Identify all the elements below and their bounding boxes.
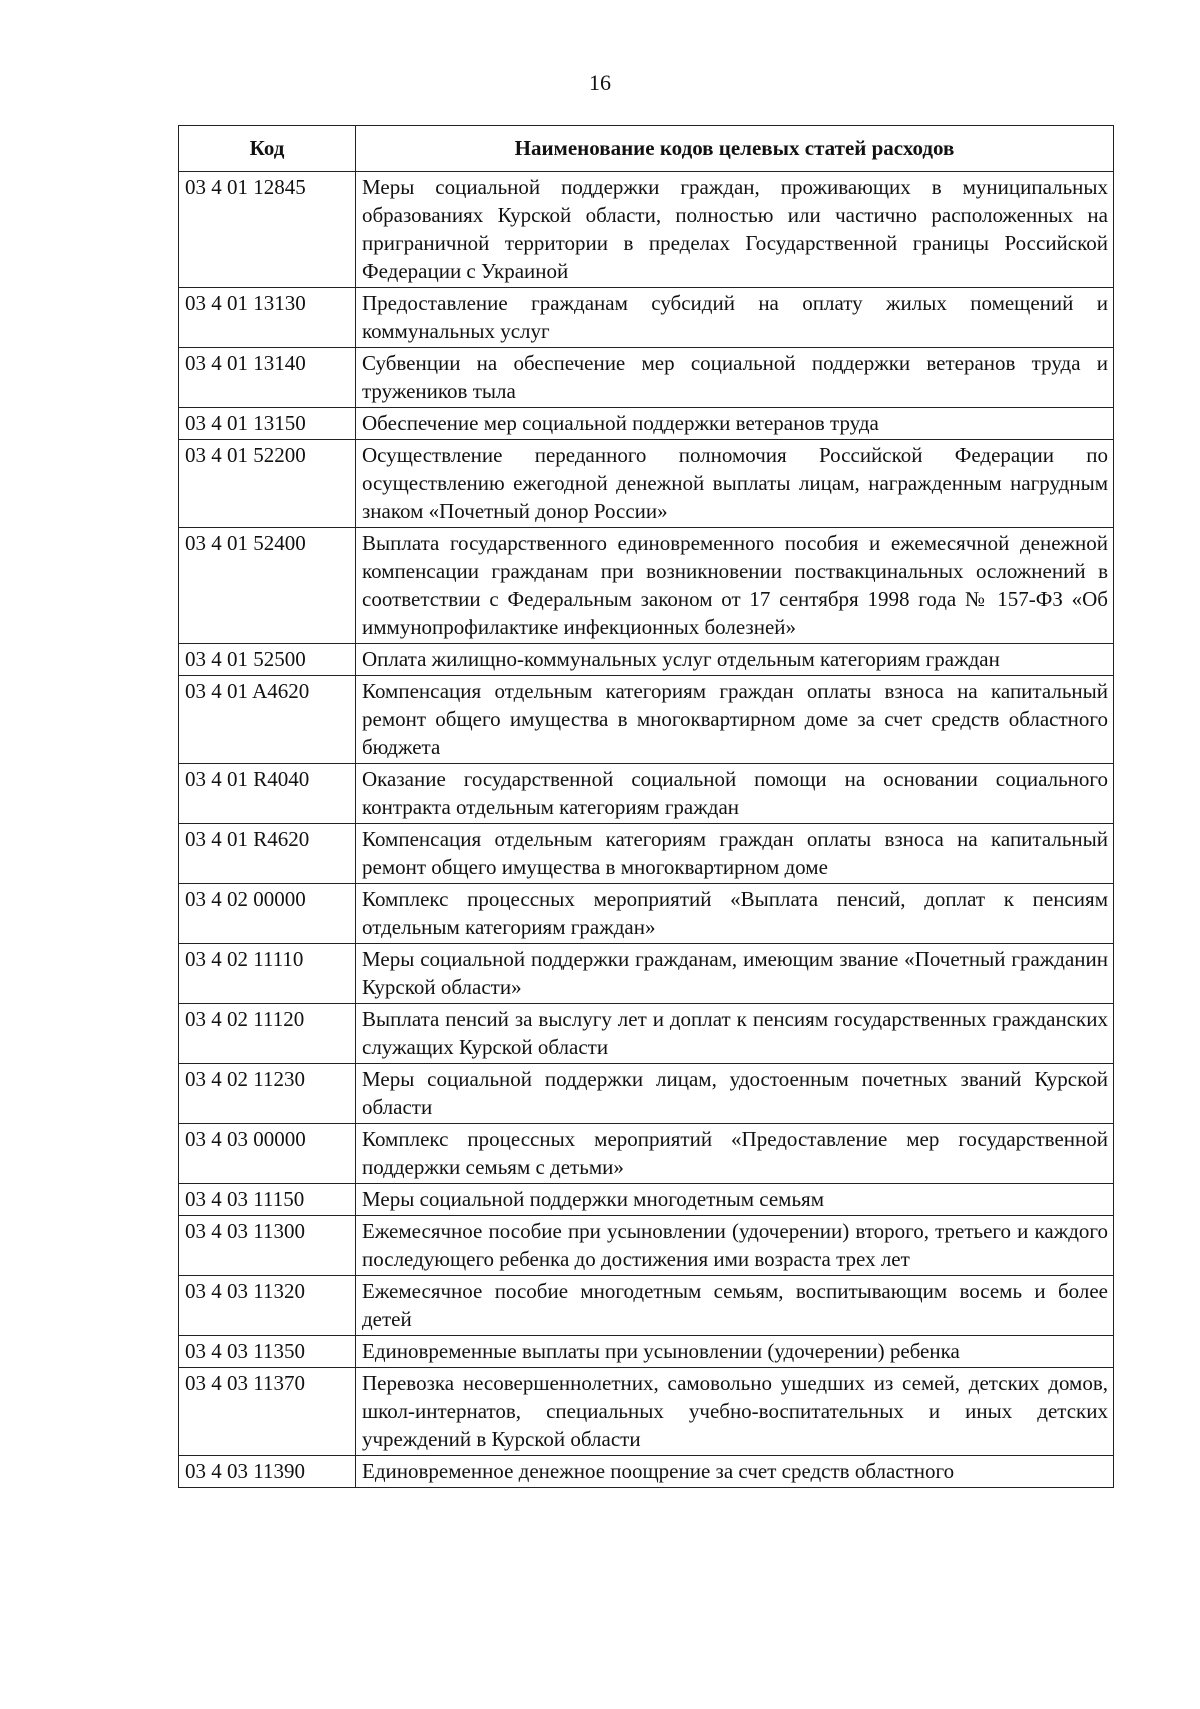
table-row bbox=[179, 408, 1114, 440]
row-name: Ежемесячное пособие при усыновлении (удочерении) второго, третьего и каждого последующего ребенка до достижения ими возраста трех лет bbox=[356, 1216, 1114, 1276]
row-code: 03 4 01 52200 bbox=[179, 440, 356, 528]
row-name: Осуществление переданного полномочия Российской Федерации по осуществлению ежегодной денежной выплаты лицам, награжденным нагрудным знаком «Почетный донор России» bbox=[356, 440, 1114, 528]
row-code: 03 4 01 52500 bbox=[179, 644, 356, 676]
table-row bbox=[179, 944, 1114, 1004]
row-name: Комплекс процессных мероприятий «Выплата пенсий, доплат к пенсиям отдельным категориям граждан» bbox=[356, 884, 1114, 944]
header-code: Код bbox=[179, 126, 356, 172]
row-name: Комплекс процессных мероприятий «Предоставление мер государственной поддержки семьям с детьми» bbox=[356, 1124, 1114, 1184]
row-name: Обеспечение мер социальной поддержки ветеранов труда bbox=[356, 408, 1114, 440]
row-code: 03 4 02 11110 bbox=[179, 944, 356, 1004]
row-code: 03 4 03 11320 bbox=[179, 1276, 356, 1336]
row-code: 03 4 03 11390 bbox=[179, 1456, 356, 1488]
row-code: 03 4 03 11350 bbox=[179, 1336, 356, 1368]
row-code: 03 4 01 13130 bbox=[179, 288, 356, 348]
row-name: Перевозка несовершеннолетних, самовольно ушедших из семей, детских домов, школ-интернатов, специальных учебно-воспитательных и иных детских учреждений в Курской области bbox=[356, 1368, 1114, 1456]
table-row bbox=[179, 1368, 1114, 1456]
row-code: 03 4 01 R4040 bbox=[179, 764, 356, 824]
row-code: 03 4 01 R4620 bbox=[179, 824, 356, 884]
table-row bbox=[179, 676, 1114, 764]
table-row bbox=[179, 288, 1114, 348]
row-name: Оказание государственной социальной помощи на основании социального контракта отдельным категориям граждан bbox=[356, 764, 1114, 824]
table-row bbox=[179, 1184, 1114, 1216]
table-row bbox=[179, 1004, 1114, 1064]
row-name: Меры социальной поддержки граждан, проживающих в муниципальных образованиях Курской области, полностью или частично расположенных на приграничной территории в пределах Государственной границы Российской Федерации с Украиной bbox=[356, 172, 1114, 288]
row-code: 03 4 01 12845 bbox=[179, 172, 356, 288]
row-code: 03 4 03 11370 bbox=[179, 1368, 356, 1456]
table-row bbox=[179, 440, 1114, 528]
row-code: 03 4 01 52400 bbox=[179, 528, 356, 644]
page-number: 16 bbox=[589, 70, 611, 95]
table-row bbox=[179, 1216, 1114, 1276]
expense-codes-table bbox=[178, 125, 1114, 1488]
row-code: 03 4 02 00000 bbox=[179, 884, 356, 944]
row-code: 03 4 03 00000 bbox=[179, 1124, 356, 1184]
table-row bbox=[179, 1276, 1114, 1336]
row-code: 03 4 01 13140 bbox=[179, 348, 356, 408]
table-row bbox=[179, 172, 1114, 288]
row-name: Компенсация отдельным категориям граждан оплаты взноса на капитальный ремонт общего имущества в многоквартирном доме за счет средств областного бюджета bbox=[356, 676, 1114, 764]
row-name: Предоставление гражданам субсидий на оплату жилых помещений и коммунальных услуг bbox=[356, 288, 1114, 348]
table-row bbox=[179, 1336, 1114, 1368]
row-code: 03 4 03 11300 bbox=[179, 1216, 356, 1276]
row-name: Единовременные выплаты при усыновлении (удочерении) ребенка bbox=[356, 1336, 1114, 1368]
row-name: Единовременное денежное поощрение за счет средств областного bbox=[356, 1456, 1114, 1488]
header-name: Наименование кодов целевых статей расходов bbox=[356, 126, 1114, 172]
row-name: Меры социальной поддержки лицам, удостоенным почетных званий Курской области bbox=[356, 1064, 1114, 1124]
row-name: Субвенции на обеспечение мер социальной поддержки ветеранов труда и тружеников тыла bbox=[356, 348, 1114, 408]
table-row bbox=[179, 1124, 1114, 1184]
row-name: Ежемесячное пособие многодетным семьям, воспитывающим восемь и более детей bbox=[356, 1276, 1114, 1336]
table-row bbox=[179, 824, 1114, 884]
row-name: Меры социальной поддержки гражданам, имеющим звание «Почетный гражданин Курской области» bbox=[356, 944, 1114, 1004]
table-row bbox=[179, 1456, 1114, 1488]
table-row bbox=[179, 644, 1114, 676]
row-name: Выплата пенсий за выслугу лет и доплат к пенсиям государственных гражданских служащих Курской области bbox=[356, 1004, 1114, 1064]
table-header bbox=[179, 126, 1114, 172]
table-row bbox=[179, 764, 1114, 824]
row-code: 03 4 01 13150 bbox=[179, 408, 356, 440]
row-code: 03 4 02 11120 bbox=[179, 1004, 356, 1064]
row-name: Меры социальной поддержки многодетным семьям bbox=[356, 1184, 1114, 1216]
table-row bbox=[179, 348, 1114, 408]
row-code: 03 4 02 11230 bbox=[179, 1064, 356, 1124]
table-row bbox=[179, 884, 1114, 944]
row-name: Выплата государственного единовременного пособия и ежемесячной денежной компенсации гражданам при возникновении поствакцинальных осложнений в соответствии с Федеральным законом от 17 сентября 1998 года № 157-ФЗ «Об иммунопрофилактике инфекционных болезней» bbox=[356, 528, 1114, 644]
table-body bbox=[179, 172, 1114, 1488]
row-name: Оплата жилищно-коммунальных услуг отдельным категориям граждан bbox=[356, 644, 1114, 676]
row-code: 03 4 03 11150 bbox=[179, 1184, 356, 1216]
table-header-row bbox=[179, 126, 1114, 172]
table-row bbox=[179, 528, 1114, 644]
row-name: Компенсация отдельным категориям граждан оплаты взноса на капитальный ремонт общего имущества в многоквартирном доме bbox=[356, 824, 1114, 884]
row-code: 03 4 01 A4620 bbox=[179, 676, 356, 764]
table-row bbox=[179, 1064, 1114, 1124]
